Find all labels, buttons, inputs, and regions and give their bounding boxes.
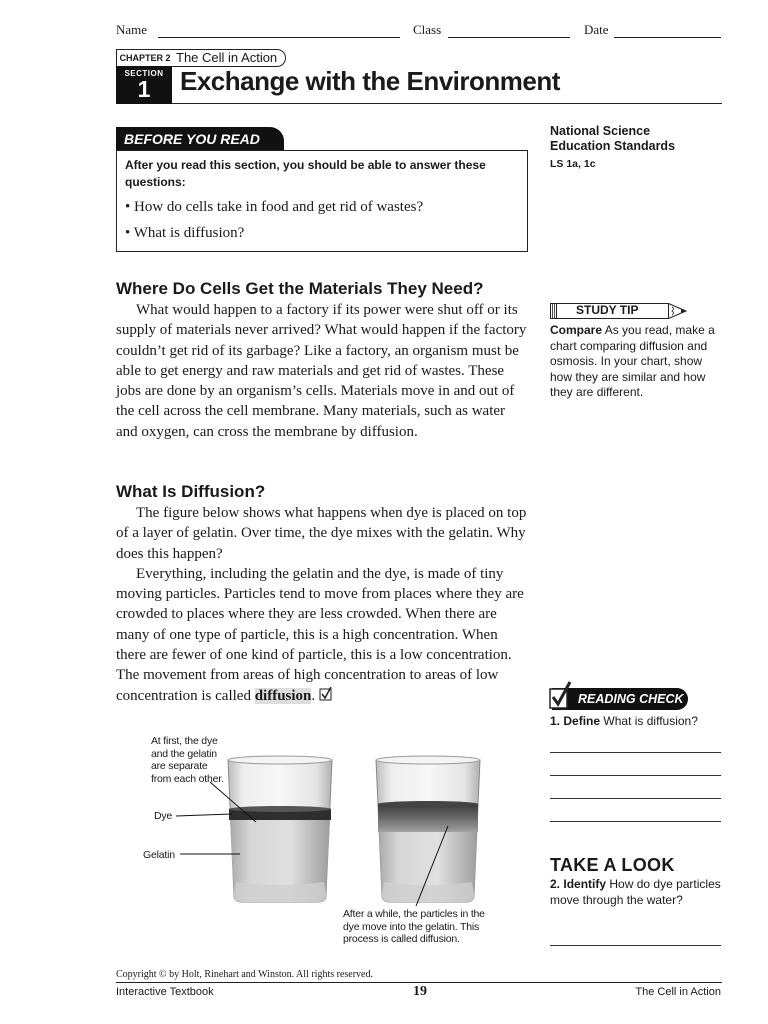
figure-caption-after: After a while, the particles in the dye move into the gelatin. This process is called diffusion.	[343, 908, 485, 945]
class-label: Class	[413, 22, 442, 37]
footer-rule	[116, 982, 722, 983]
name-label: Name	[116, 22, 148, 37]
before-you-read-intro: After you read this section, you should be able to answer these questions:	[125, 158, 486, 189]
page-number: 19	[413, 984, 427, 999]
chapter-tag-box	[116, 49, 173, 67]
section-label: SECTION	[124, 69, 164, 78]
question-item: • What is diffusion?	[125, 225, 245, 241]
take-a-look-question	[550, 877, 725, 908]
answer-line[interactable]	[550, 944, 721, 946]
question-text: How do cells take in food and get rid of wastes?	[134, 199, 424, 215]
answer-line[interactable]	[550, 797, 721, 799]
figure-label-gelatin: Gelatin	[143, 849, 175, 861]
chapter-tag: CHAPTER 2	[119, 53, 171, 63]
checkbox-icon	[319, 687, 333, 701]
figure-label-dye: Dye	[154, 810, 173, 822]
paragraph-end: .	[311, 687, 316, 704]
paragraph-text: Everything, including the gelatin and the dye, is made of tiny moving particles. Particles tend to move from places where they are crowded to places where they are less crowded. When there are many of one type of particle, this is a high concentration. When there are fewer of one kind of particle, this is a low concentration. The movement from areas of high concentration to areas of low concentration is called	[116, 565, 524, 704]
section-number: 1	[137, 76, 151, 102]
before-you-read-tab: BEFORE YOU READ	[116, 127, 284, 151]
before-you-read-box	[116, 150, 528, 252]
page-title: Exchange with the Environment	[180, 66, 560, 96]
class-field[interactable]	[448, 23, 570, 38]
question-number: 2.	[550, 877, 561, 891]
section-heading-materials: Where Do Cells Get the Materials They Need?	[116, 279, 484, 298]
glass-before	[228, 756, 332, 902]
check-icon	[548, 680, 574, 710]
answer-line[interactable]	[550, 751, 721, 753]
question-verb: Define	[563, 714, 601, 728]
reading-check-question	[550, 714, 725, 730]
question-item: • How do cells take in food and get rid of wastes?	[125, 199, 424, 215]
paragraph: What would happen to a factory if its power were shut off or its supply of materials never arrived? What would happen if the factory couldn’t get rid of its garbage? Like a factory, an organism must be able to get energy and raw materials and get rid of wastes. These jobs are done by an organism’s cells. Materials move in and out of the cell across the cell membrane. Many materials, such as water and oxygen, can cross the membrane by diffusion.	[116, 302, 527, 440]
standards-heading	[550, 124, 675, 154]
title-rule	[172, 103, 722, 104]
question-verb: Identify	[563, 877, 607, 891]
study-tip-text	[550, 323, 725, 401]
standards-heading-line2: Education Standards	[550, 139, 676, 153]
question-text: What is diffusion?	[133, 225, 245, 241]
date-label: Date	[584, 22, 609, 37]
mixed-dye-layer	[378, 804, 478, 832]
section-badge	[116, 66, 172, 104]
figure-caption-before: At first, the dye and the gelatin are separate from each other.	[151, 735, 224, 785]
date-field[interactable]	[614, 23, 721, 38]
study-tip-keyword: Compare	[550, 323, 603, 337]
section-body-materials	[116, 300, 528, 442]
footer-book-title: Interactive Textbook	[116, 986, 214, 998]
glass-after	[376, 756, 480, 902]
take-a-look-heading: TAKE A LOOK	[550, 855, 675, 875]
standards-codes: LS 1a, 1c	[550, 158, 596, 170]
question-text: What is diffusion?	[603, 714, 698, 728]
copyright: Copyright © by Holt, Rinehart and Winston. All rights reserved.	[116, 969, 373, 980]
section-heading-diffusion: What Is Diffusion?	[116, 482, 266, 501]
study-tip-label: STUDY TIP	[576, 303, 639, 317]
standards-heading-line1: National Science	[550, 124, 651, 138]
key-term-diffusion: diffusion	[254, 687, 312, 704]
reading-check-tab: READING CHECK	[552, 688, 688, 710]
chapter-name: The Cell in Action	[172, 49, 286, 67]
paragraph: The figure below shows what happens when dye is placed on top of a layer of gelatin. Over time, the dye mixes with the gelatin. Why does this happen?	[116, 505, 527, 562]
answer-line[interactable]	[550, 774, 721, 776]
footer-chapter-title: The Cell in Action	[635, 986, 721, 998]
study-tip-badge	[550, 302, 688, 320]
section-body-diffusion	[116, 503, 528, 706]
question-number: 1.	[550, 714, 561, 728]
paragraph	[116, 564, 528, 706]
name-field[interactable]	[158, 23, 400, 38]
question-text: How do dye particles move through the water?	[550, 877, 721, 907]
study-tip-body: As you read, make a chart comparing diffusion and osmosis. In your chart, show how they are similar and how they are different.	[550, 323, 715, 400]
answer-line[interactable]	[550, 820, 721, 822]
